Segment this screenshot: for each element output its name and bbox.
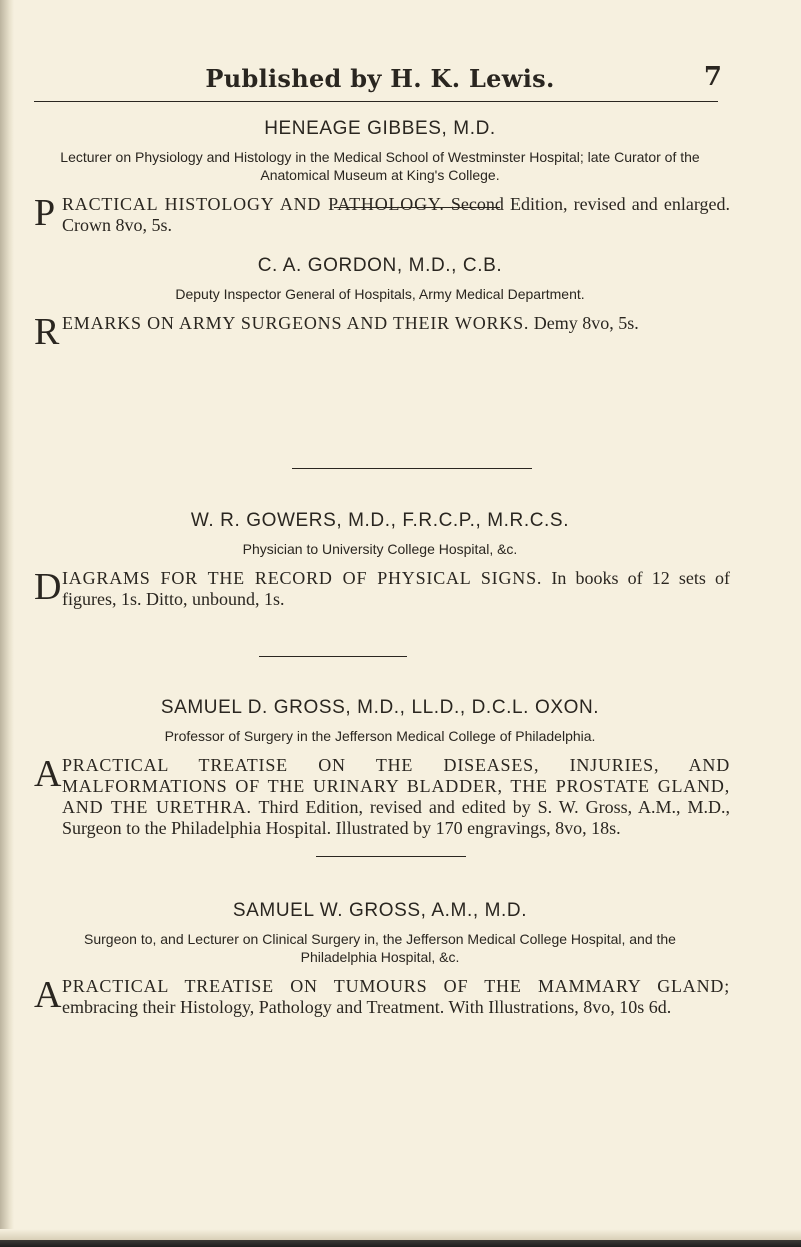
page-gutter-shadow [0, 0, 14, 1247]
drop-cap: D [34, 566, 62, 608]
book-title: IAGRAMS FOR THE RECORD OF PHYSICAL SIGNS. [62, 568, 543, 588]
entry-samuel-w-gross [30, 900, 730, 1018]
book-details: embracing their Histology, Pathology and Treatment. With Illustrations, 8vo, 10s 6d. [62, 997, 672, 1017]
author-name: SAMUEL D. GROSS, M.D., LL.D., D.C.L. OXON. [160, 697, 600, 718]
book-listing [34, 976, 730, 1018]
running-title: Published by H. K. Lewis. [205, 64, 555, 93]
book-listing [34, 568, 730, 610]
author-credentials: Lecturer on Physiology and Histology in the Medical School of Westminster Hospital; late Curator of the Anatomical Museum at King's College. [60, 149, 700, 183]
drop-cap: A [34, 974, 62, 1016]
book-details: Second Edition, revised and enlarged. Crown 8vo, 5s. [62, 194, 731, 235]
entry-gibbes [30, 118, 730, 236]
header-rule [34, 101, 718, 102]
book-title: PRACTICAL TREATISE ON TUMOURS OF THE MAMMARY GLAND; [62, 976, 730, 996]
drop-cap: P [34, 192, 56, 234]
author-credentials: Physician to University College Hospital, &c. [242, 541, 518, 557]
book-listing [34, 755, 730, 839]
section-divider [334, 207, 500, 208]
section-divider [259, 656, 407, 657]
entry-gowers [30, 510, 730, 610]
book-title: RACTICAL HISTOLOGY AND PATHOLOGY. [62, 194, 445, 214]
author-credentials: Professor of Surgery in the Jefferson Medical College of Philadelphia. [164, 728, 596, 744]
entry-samuel-d-gross [30, 697, 730, 839]
page-bottom-edge [0, 1229, 801, 1247]
running-head [30, 64, 730, 100]
author-name: C. A. GORDON, M.D., C.B. [257, 255, 503, 276]
section-divider [292, 468, 532, 469]
drop-cap: A [34, 753, 62, 795]
drop-cap: R [34, 311, 60, 353]
author-name: W. R. GOWERS, M.D., F.R.C.P., M.R.C.S. [190, 510, 570, 531]
author-name: HENEAGE GIBBES, M.D. [264, 118, 496, 139]
book-details: Third Edition, revised and edited by S. W. Gross, A.M., M.D., Surgeon to the Philadelphia Hospital. Illustrated by 170 engravings, 8vo, 18s. [62, 797, 730, 838]
entry-gordon [30, 255, 730, 353]
book-listing [34, 311, 730, 353]
page-number: 7 [703, 62, 722, 92]
book-listing [34, 194, 730, 236]
author-credentials: Surgeon to, and Lecturer on Clinical Surgery in, the Jefferson Medical College Hospital, and the Philadelphia Hospital, &c. [84, 931, 676, 965]
section-divider [316, 856, 466, 857]
author-name: SAMUEL W. GROSS, A.M., M.D. [232, 900, 528, 921]
book-title: PRACTICAL TREATISE ON THE DISEASES, INJURIES, AND MALFORMATIONS OF THE URINARY BLADDER, THE PROSTATE GLAND, AND THE URETHRA. [62, 755, 730, 817]
book-details: Demy 8vo, 5s. [533, 313, 639, 333]
book-details: In books of 12 sets of figures, 1s. Ditto, unbound, 1s. [62, 568, 730, 609]
book-title: EMARKS ON ARMY SURGEONS AND THEIR WORKS. [62, 313, 530, 333]
author-credentials: Deputy Inspector General of Hospitals, Army Medical Department. [175, 286, 585, 302]
